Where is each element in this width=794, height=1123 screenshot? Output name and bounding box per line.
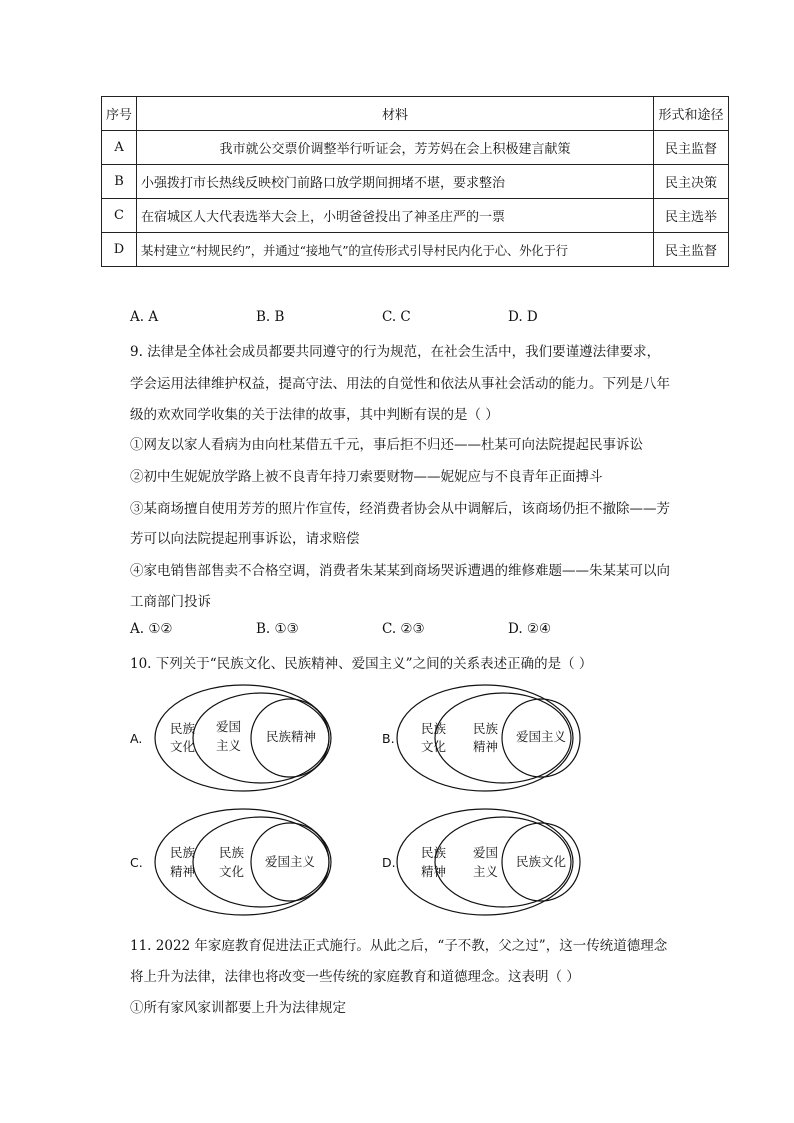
- inner-label: 民族精神: [266, 729, 317, 744]
- q9-statement-4: ④家电销售部售卖不合格空调，消费者朱某某到商场哭诉遭遇的维修难题——朱某某可以向: [130, 563, 670, 579]
- q11-stem-line: 将上升为法律，法律也将改变一些传统的家庭教育和道德理念。这表明（ ）: [130, 969, 580, 985]
- q8-option-a[interactable]: A. A: [130, 309, 159, 325]
- q9-option-d[interactable]: D. ②④: [508, 621, 552, 637]
- q9-statement-4-cont: 工商部门投诉: [130, 594, 211, 610]
- row-form: 民主决策: [654, 165, 729, 199]
- outer-label-2: 文化: [421, 739, 447, 754]
- outer-label-1: 民族: [421, 721, 447, 736]
- q9-option-b[interactable]: B. ①③: [256, 621, 299, 637]
- middle-label-2: 主义: [473, 864, 499, 879]
- row-id: D: [102, 233, 137, 267]
- middle-label-2: 文化: [219, 864, 245, 879]
- q8-option-d[interactable]: D. D: [508, 309, 538, 325]
- diagram-letter: B.: [382, 731, 395, 746]
- col-header-index: 序号: [102, 97, 137, 131]
- row-form: 民主监督: [654, 131, 729, 165]
- row-id: C: [102, 199, 137, 233]
- outer-label-1: 民族: [170, 721, 196, 736]
- row-form: 民主监督: [654, 233, 729, 267]
- middle-label-2: 主义: [216, 738, 242, 753]
- q9-statement-2: ②初中生妮妮放学路上被不良青年持刀索要财物——妮妮应与不良青年正面搏斗: [130, 469, 603, 485]
- q9-stem-line: 级的欢欢同学收集的关于法律的故事，其中判断有误的是（ ）: [130, 407, 499, 423]
- diagram-d[interactable]: [382, 809, 580, 915]
- row-id: A: [102, 131, 137, 165]
- q9-statement-1: ①网友以家人看病为由向杜某借五千元，事后拒不归还——杜某可向法院提起民事诉讼: [130, 437, 643, 453]
- outer-label-1: 民族: [421, 845, 447, 860]
- middle-label-1: 爱国: [216, 719, 242, 734]
- q9-stem-line: 9. 法律是全体社会成员都要共同遵守的行为规范，在社会生活中，我们要谨遵法律要求，: [130, 344, 661, 360]
- inner-label: 民族文化: [516, 854, 567, 869]
- row-form: 民主选举: [654, 199, 729, 233]
- middle-label-1: 民族: [219, 845, 245, 860]
- row-material: 在宿城区人大代表选举大会上，小明爸爸投出了神圣庄严的一票: [137, 199, 654, 233]
- diagram-a[interactable]: [130, 685, 331, 791]
- outer-label-2: 精神: [170, 864, 196, 879]
- outer-label-1: 民族: [170, 845, 196, 860]
- q9-statement-3-cont: 芳可以向法院提起刑事诉讼，请求赔偿: [130, 531, 360, 547]
- q9-stem-line: 学会运用法律维护权益，提高守法、用法的自觉性和依法从事社会活动的能力。下列是八年: [130, 376, 670, 392]
- row-material: 某村建立“村规民约”，并通过“接地气”的宣传形式引导村民内化于心、外化于行: [137, 233, 654, 267]
- q10-stem: 10. 下列关于“民族文化、民族精神、爱国主义”之间的关系表述正确的是（ ）: [130, 656, 593, 672]
- middle-label-1: 民族: [473, 721, 499, 736]
- diagram-letter: A.: [130, 731, 143, 746]
- diagram-b[interactable]: [382, 685, 580, 791]
- diagram-letter: D.: [382, 855, 396, 870]
- middle-label-1: 爱国: [473, 845, 499, 860]
- middle-label-2: 精神: [473, 739, 499, 754]
- q8-option-c[interactable]: C. C: [382, 309, 411, 325]
- q8-option-b[interactable]: B. B: [256, 309, 285, 325]
- diagram-letter: C.: [130, 855, 143, 870]
- q9-option-c[interactable]: C. ②③: [382, 621, 425, 637]
- col-header-material: 材料: [137, 97, 654, 131]
- outer-label-2: 文化: [170, 739, 196, 754]
- q9-statement-3: ③某商场擅自使用芳芳的照片作宣传，经消费者协会从中调解后，该商场仍拒不撤除——芳: [130, 501, 670, 517]
- diagram-c[interactable]: [130, 809, 331, 915]
- q9-option-a[interactable]: A. ①②: [130, 621, 173, 637]
- col-header-form: 形式和途径: [654, 97, 729, 131]
- inner-label: 爱国主义: [516, 729, 567, 744]
- row-id: B: [102, 165, 137, 199]
- q11-statement-1: ①所有家风家训都要上升为法律规定: [130, 1000, 346, 1016]
- row-material: 小强拨打市长热线反映校门前路口放学期间拥堵不堪，要求整治: [137, 165, 654, 199]
- row-material: 我市就公交票价调整举行听证会，芳芳妈在会上积极建言献策: [137, 131, 654, 165]
- q11-stem-line: 11. 2022 年家庭教育促进法正式施行。从此之后，“子不教，父之过”，这一传统道德理念: [130, 938, 668, 954]
- outer-label-2: 精神: [421, 864, 447, 879]
- inner-label: 爱国主义: [265, 854, 316, 869]
